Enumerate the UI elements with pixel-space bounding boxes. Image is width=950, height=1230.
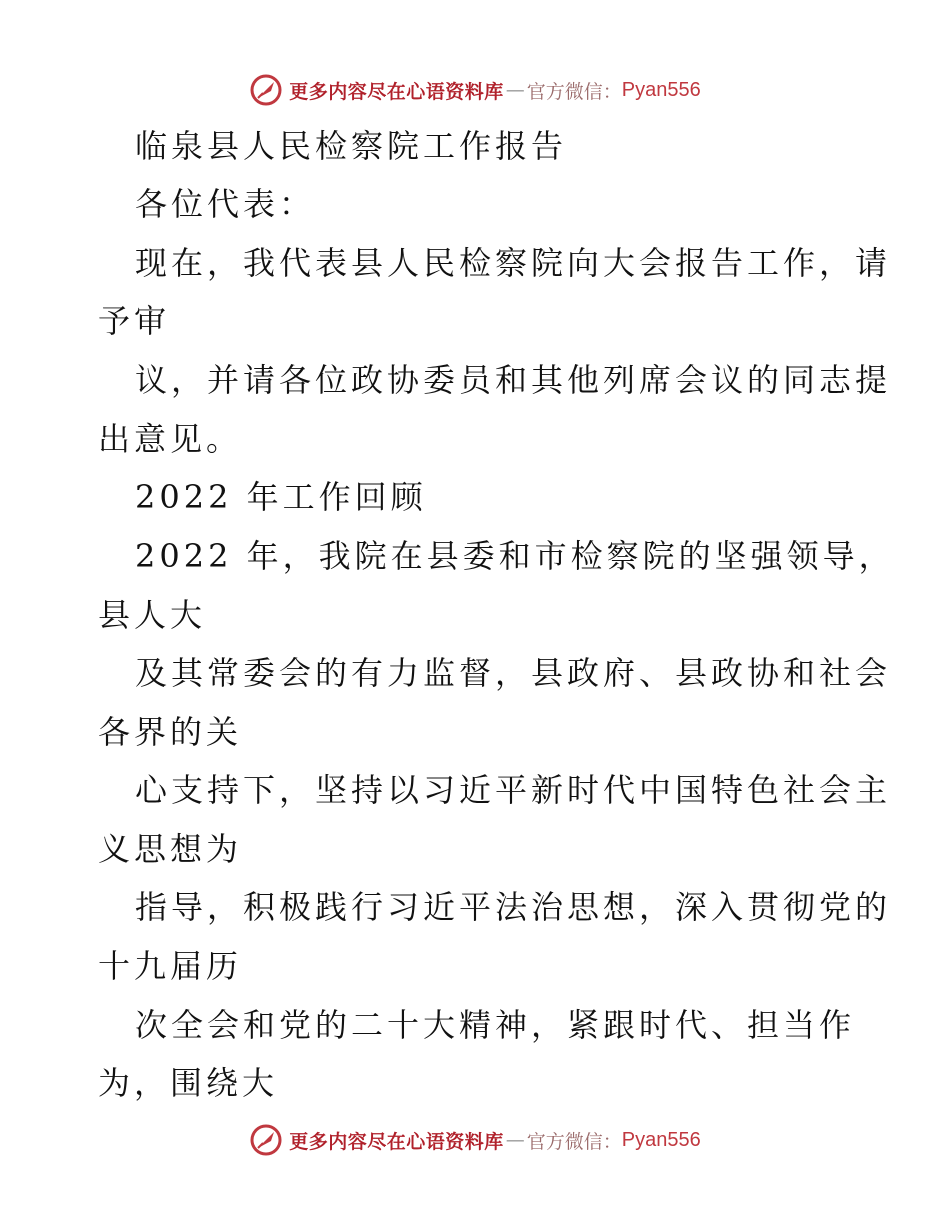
text-line: 为，围绕大 — [98, 1064, 279, 1102]
text-line: 及其常委会的有力监督，县政府、县政协和社会 — [135, 654, 892, 692]
quill-logo-icon — [249, 1123, 283, 1157]
text-line: 县人大 — [98, 596, 207, 634]
footer-banner — [0, 1120, 950, 1160]
text-line: 2022 年，我院在县委和市检察院的坚强领导， — [135, 537, 895, 575]
banner-separator: — — [505, 79, 525, 101]
wechat-label: 官方微信： — [526, 80, 622, 103]
document-title: 临泉县人民检察院工作报告 — [135, 127, 568, 165]
site-name: 更多内容尽在心语资料库 — [289, 1130, 504, 1153]
quill-logo-icon — [249, 73, 283, 107]
section-heading: 2022 年工作回顾 — [135, 478, 427, 516]
wechat-id: Pyan556 — [621, 1128, 701, 1151]
header-banner — [0, 70, 950, 110]
wechat-id: Pyan556 — [621, 78, 701, 101]
text-line: 现在，我代表县人民检察院向大会报告工作，请 — [135, 244, 892, 282]
text-line: 出意见。 — [98, 420, 243, 458]
text-line: 义思想为 — [98, 830, 243, 868]
text-line: 各界的关 — [98, 713, 243, 751]
text-line: 心支持下，坚持以习近平新时代中国特色社会主 — [135, 771, 892, 809]
site-name: 更多内容尽在心语资料库 — [289, 80, 504, 103]
banner-separator: — — [505, 1129, 525, 1151]
text-line: 议，并请各位政协委员和其他列席会议的同志提 — [135, 361, 892, 399]
text-line: 各位代表： — [135, 185, 316, 223]
wechat-label: 官方微信： — [526, 1130, 622, 1153]
text-line: 指导，积极践行习近平法治思想，深入贯彻党的 — [135, 888, 892, 926]
text-line: 予审 — [98, 302, 171, 340]
text-line: 次全会和党的二十大精神，紧跟时代、担当作 — [135, 1006, 856, 1044]
text-line: 十九届历 — [98, 947, 243, 985]
